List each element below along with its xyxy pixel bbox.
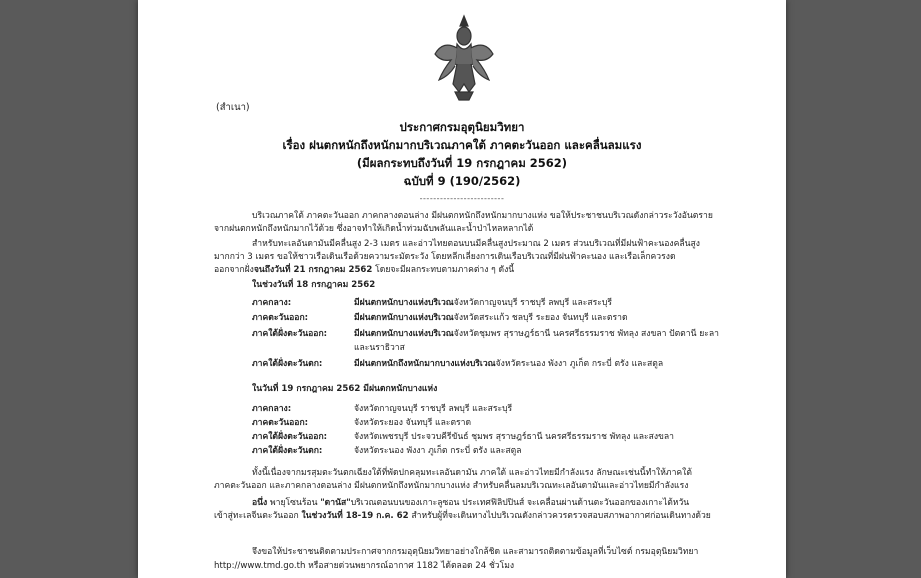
closing-line-2: http://www.tmd.go.th หรือสายด่วนพยากรณ์อากาศ 1182 ได้ตลอด 24 ชั่วโมง [214, 561, 515, 571]
provinces: จังหวัดชุมพร สุราษฎร์ธานี นครศรีธรรมราช พัทลุง สงขลา ปัตตานี ยะลา [453, 329, 719, 339]
copy-note: (สำเนา) [216, 102, 250, 113]
rain-level: มีฝนตกหนักบางแห่งบริเวณ [354, 329, 454, 339]
storm-text-a: พายุโซนร้อน [267, 498, 321, 508]
marine-line-3-post: โดยจะมีผลกระทบตามภาคต่าง ๆ ดังนี้ [372, 265, 515, 275]
marine-line-3-pre: ออกจากฝั่ง [214, 265, 254, 275]
announcement-subject: เรื่อง ฝนตกหนักถึงหนักมากบริเวณภาคใต้ ภาคตะวันออก และคลื่นลมแรง [282, 138, 642, 152]
provinces-continued: และนราธิวาส [354, 343, 405, 353]
document-page [138, 0, 786, 578]
storm-text-c: เข้าสู่ทะเลจีนตะวันออก [214, 511, 302, 521]
storm-line-1 [252, 497, 689, 510]
storm-lead: อนึ่ง [252, 498, 268, 508]
marine-line-2: มากกว่า 3 เมตร ขอให้ชาวเรือเดินเรือด้วยความระมัดระวัง โดยหลีกเลี่ยงการเดินเรือบริเวณที่มีฝนฟ้าคะนอง และเรือเล็กควรงด [214, 252, 676, 262]
provinces: จังหวัดกาญจนบุรี ราชบุรี ลพบุรี และสระบุรี [354, 404, 513, 414]
intro-line-2: จากฝนตกหนักถึงหนักมากไว้ด้วย ซึ่งอาจทำให้เกิดน้ำท่วมฉับพลันและน้ำป่าไหลหลากได้ [214, 224, 534, 234]
storm-text-b: บริเวณตอนบนของเกาะลูซอน ประเทศฟิลิปปินส์ จะเคลื่อนผ่านด้านตะวันออกของเกาะไต้หวัน [350, 498, 690, 508]
closing-line-1: จึงขอให้ประชาชนติดตามประกาศจากกรมอุตุนิยมวิทยาอย่างใกล้ชิด และสามารถติดตามข้อมูลที่เว็บไซต์ กรมอุตุนิยมวิทยา [252, 547, 699, 557]
marine-line-3 [214, 264, 514, 277]
effective-date: (มีผลกระทบถึงวันที่ 19 กรกฎาคม 2562) [356, 156, 568, 170]
storm-name: "ดานัส" [320, 498, 351, 508]
provinces: จังหวัดระนอง พังงา ภูเก็ต กระบี่ ตรัง และสตูล [495, 359, 664, 369]
marine-line-1: สำหรับทะเลอันดามันมีคลื่นสูง 2-3 เมตร และอ่าวไทยตอนบนมีคลื่นสูงประมาณ 2 เมตร ส่วนบริเวณที่มีฝนฟ้าคะนองคลื่นสูง [252, 239, 700, 249]
day2-heading: ในวันที่ 19 กรกฎาคม 2562 มีฝนตกหนักบางแห่ง [252, 384, 438, 394]
provinces: จังหวัดกาญจนบุรี ราชบุรี ลพบุรี และสระบุรี [453, 298, 612, 308]
day1-heading: ในช่วงวันที่ 18 กรกฎาคม 2562 [252, 280, 376, 290]
rain-level: มีฝนตกหนักบางแห่งบริเวณ [354, 313, 454, 323]
region-label: ภาคใต้ฝั่งตะวันออก: [252, 329, 328, 339]
region-label: ภาคกลาง: [252, 404, 292, 414]
storm-period: ในช่วงวันที่ 18-19 ก.ค. 62 [301, 511, 409, 521]
region-label: ภาคใต้ฝั่งตะวันออก: [252, 432, 328, 442]
garuda-emblem-icon [433, 14, 495, 102]
rain-level: มีฝนตกหนักถึงหนักมากบางแห่งบริเวณ [354, 359, 496, 369]
region-label: ภาคตะวันออก: [252, 313, 309, 323]
cause-line-2: ภาคตะวันออก และภาคกลางตอนล่าง มีฝนตกหนักถึงหนักมากบางแห่ง สำหรับคลื่นลมบริเวณทะเลอันดามันและอ่าวไทยมีกำลังแรง [214, 481, 689, 491]
announcement-title: ประกาศกรมอุตุนิยมวิทยา [399, 120, 525, 134]
region-label: ภาคตะวันออก: [252, 418, 309, 428]
issue-number: ฉบับที่ 9 (190/2562) [403, 174, 521, 188]
provinces: จังหวัดสระแก้ว ชลบุรี ระยอง จันทบุรี และตราด [453, 313, 628, 323]
cause-line-1: ทั้งนี้เนื่องจากมรสุมตะวันตกเฉียงใต้ที่พัดปกคลุมทะเลอันดามัน ภาคใต้ และอ่าวไทยมีกำลังแรง ลักษณะเช่นนี้ทำให้ภาคใต้ [252, 468, 692, 478]
region-label: ภาคกลาง: [252, 298, 292, 308]
provinces: จังหวัดระยอง จันทบุรี และตราด [354, 418, 472, 428]
separator-line: ------------------------- [419, 194, 505, 203]
region-label: ภาคใต้ฝั่งตะวันตก: [252, 359, 323, 369]
provinces: จังหวัดระนอง พังงา ภูเก็ต กระบี่ ตรัง และสตูล [354, 446, 522, 456]
marine-line-3-bold: จนถึงวันที่ 21 กรกฎาคม 2562 [253, 265, 373, 275]
intro-line-1: บริเวณภาคใต้ ภาคตะวันออก ภาคกลางตอนล่าง มีฝนตกหนักถึงหนักมากบางแห่ง ขอให้ประชาชนบริเวณดังกล่าวระวังอันตราย [252, 211, 713, 221]
region-label: ภาคใต้ฝั่งตะวันตก: [252, 446, 323, 456]
storm-text-d: สำหรับผู้ที่จะเดินทางไปบริเวณดังกล่าวควรตรวจสอบสภาพอากาศก่อนเดินทางด้วย [408, 511, 711, 521]
provinces: จังหวัดเพชรบุรี ประจวบคีรีขันธ์ ชุมพร สุราษฎร์ธานี นครศรีธรรมราช พัทลุง และสงขลา [354, 432, 674, 442]
storm-line-2 [214, 510, 711, 523]
rain-level: มีฝนตกหนักบางแห่งบริเวณ [354, 298, 454, 308]
